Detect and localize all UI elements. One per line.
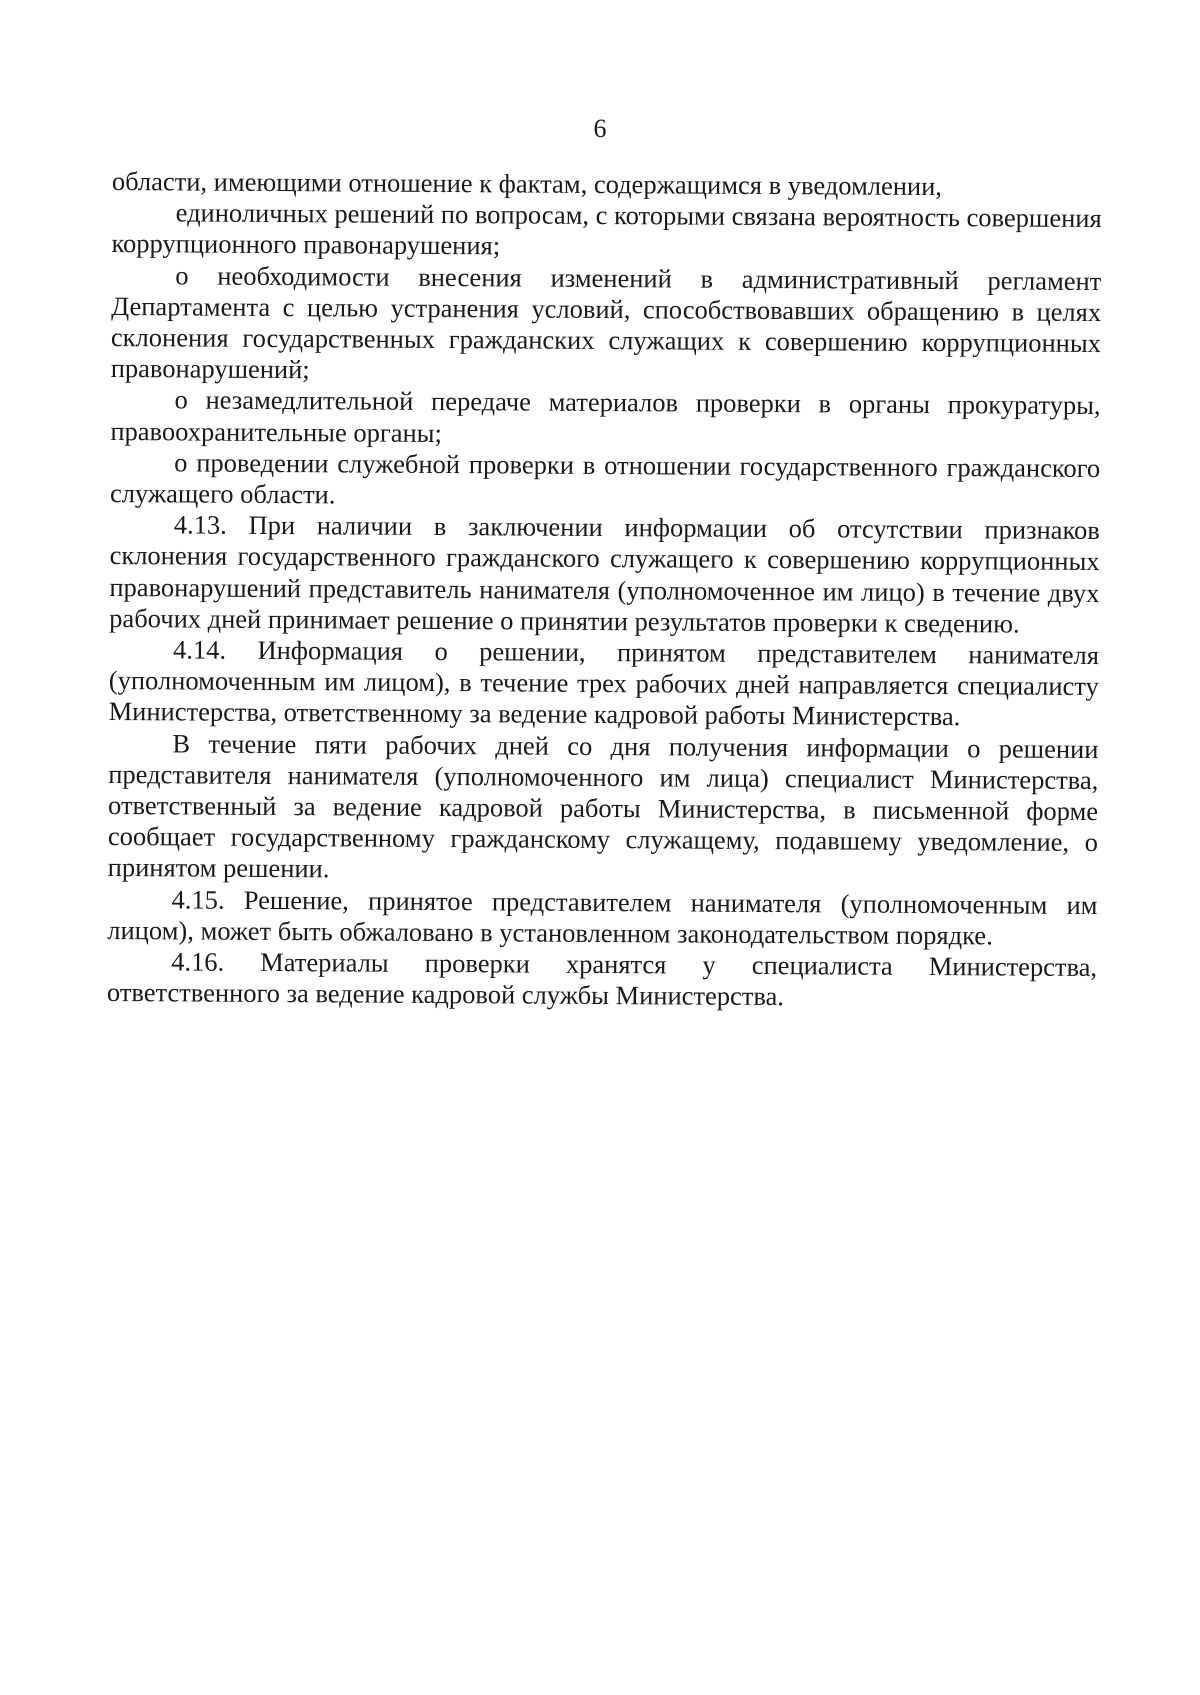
paragraph: 4.14. Информация о решении, принятом представителем нанимателя (уполномоченным им лицом), в течение трех рабочих дней направляется специалисту Министерства, ответственному за ведение кадровой работы Министерства. (108, 634, 1100, 732)
paragraph: В течение пяти рабочих дней со дня получения информации о решении представителя нанимателя (уполномоченного им лица) специалист Министерства, ответственный за ведение кадровой работы Министерства, в письменной форме сообщает государственному гражданскому служащему, подавшему уведомление, о принятом решении. (107, 728, 1099, 884)
paragraph: 4.13. При наличии в заключении информации об отсутствии признаков склонения государственного гражданского служащего к совершению коррупционных правонарушений представитель нанимателя (уполномоченное им лицо) в течение двух рабочих дней принимает решение о принятии результатов проверки к сведению. (109, 509, 1100, 639)
paragraph: единоличных решений по вопросам, с которыми связана вероятность совершения коррупционного правонарушения; (111, 197, 1102, 261)
document-body (107, 166, 1102, 1015)
paragraph: 4.15. Решение, принятое представителем нанимателя (уполномоченным им лицом), может быть обжаловано в установленном законодательством порядке. (107, 884, 1098, 951)
paragraph: 4.16. Материалы проверки хранятся у специалиста Министерства, ответственного за ведение кадровой службы Министерства. (106, 946, 1098, 1012)
paragraph: области, имеющими отношение к фактам, содержащимся в уведомлении, (111, 166, 943, 202)
paragraph: о проведении служебной проверки в отношении государственного гражданского служащего области. (109, 447, 1101, 510)
paragraph: о необходимости внесения изменений в административный регламент Департамента с целью устранения условий, способствовавших обращению в целях склонения государственных гражданских служащих к совершению коррупционных правонарушений; (110, 259, 1102, 385)
paragraph: о незамедлительной передаче материалов проверки в органы прокуратуры, правоохранительные органы; (110, 384, 1101, 448)
page-number: 6 (593, 114, 607, 143)
